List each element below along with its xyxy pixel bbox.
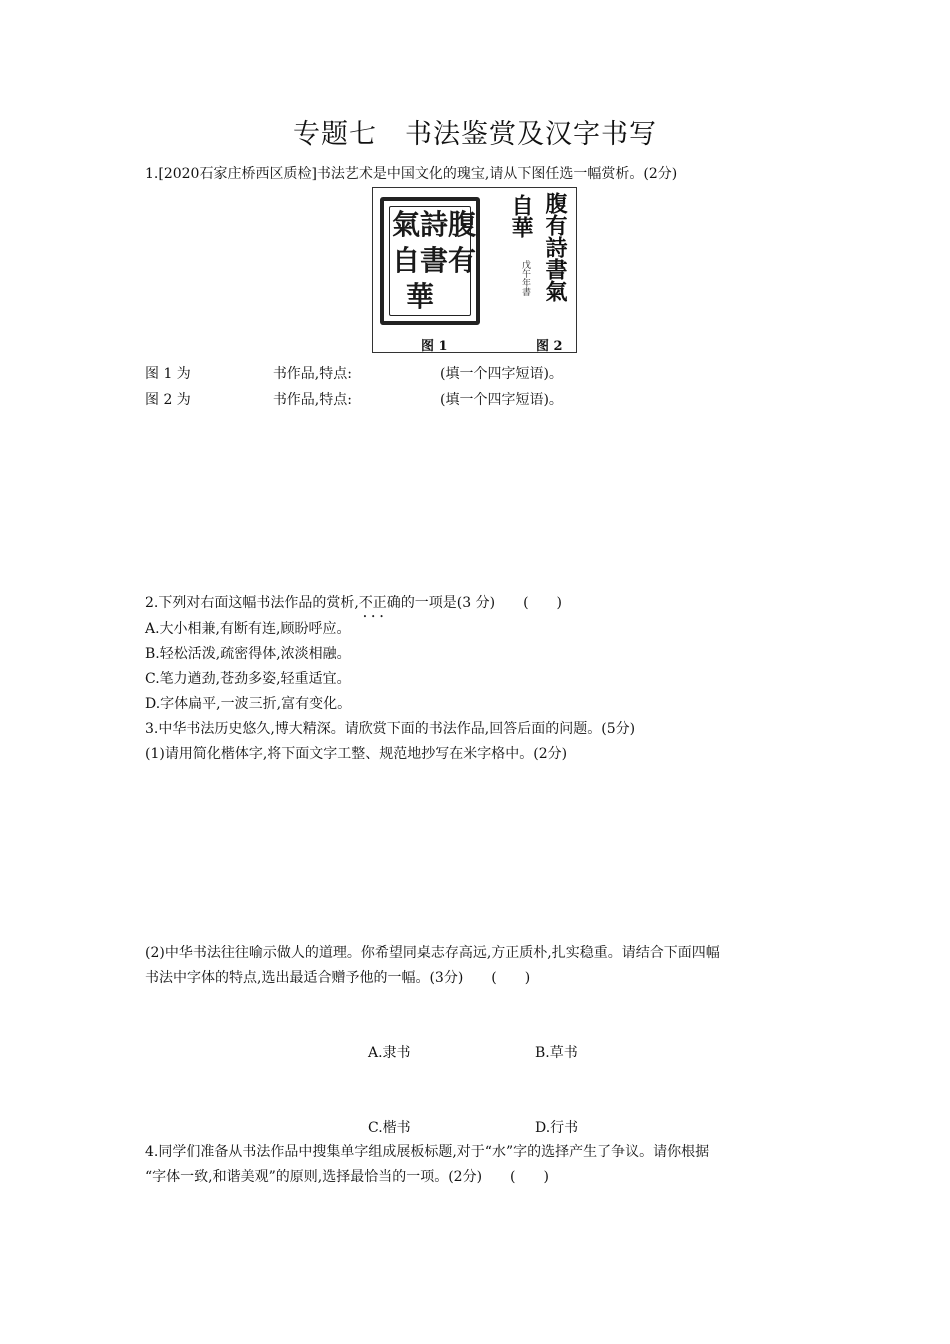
- q4-line1: 4.同学们准备从书法作品中搜集单字组成展板标题,对于“水”字的选择产生了争议。请你根据: [145, 1144, 710, 1160]
- seal-char: 有: [448, 244, 477, 277]
- q2-stem: 2.下列对右面这幅书法作品的赏析,不正确 • • •的一项是(3 分) ( ): [145, 593, 562, 613]
- figure1-caption: 图 1: [421, 339, 448, 354]
- q3-sub2-line2: 书法中字体的特点,选出最适合赠予他的一幅。(3分) ( ): [145, 970, 531, 986]
- figure2-calligraphy-col2: 自華: [508, 194, 534, 238]
- figure2-calligraphy-col1: 腹有詩書氣: [542, 192, 568, 302]
- seal-char: 氣: [392, 208, 421, 241]
- q2-option-a: A.大小相兼,有断有连,顾盼呼应。: [145, 621, 351, 637]
- q1-stem: 1.[2020石家庄桥西区质检]书法艺术是中国文化的瑰宝,请从下图任选一幅赏析。(2分): [145, 166, 678, 182]
- q3-option-a: A.隶书: [368, 1045, 411, 1061]
- q3-option-c: C.楷书: [368, 1120, 411, 1136]
- q2-option-c: C.笔力遒劲,苍劲多姿,轻重适宜。: [145, 671, 351, 687]
- seal-char: 華: [406, 280, 435, 313]
- q1-answer-line-2: 图 2 为 书作品,特点: (填一个四字短语)。: [145, 392, 563, 408]
- q1-answer-line-1: 图 1 为 书作品,特点: (填一个四字短语)。: [145, 366, 563, 382]
- q3-option-d: D.行书: [535, 1120, 579, 1136]
- q2-emphasis: 不正确 • • •: [359, 595, 401, 611]
- q1-figure: [372, 187, 577, 353]
- q2-option-b: B.轻松活泼,疏密得体,浓淡相融。: [145, 646, 351, 662]
- seal-char: 書: [420, 244, 449, 277]
- q3-sub2-line1: (2)中华书法往往喻示做人的道理。你希望同桌志存高远,方正质朴,扎实稳重。请结合下面四幅: [145, 945, 720, 961]
- figure2-inscription: 戊午年書: [520, 260, 530, 296]
- q3-sub1: (1)请用简化楷体字,将下面文字工整、规范地抄写在米字格中。(2分): [145, 746, 568, 762]
- seal-char: 詩: [420, 208, 449, 241]
- q3-stem: 3.中华书法历史悠久,博大精深。请欣赏下面的书法作品,回答后面的问题。(5分): [145, 721, 636, 737]
- q3-option-b: B.草书: [535, 1045, 578, 1061]
- figure1-seal-image: [380, 197, 480, 325]
- seal-char: 腹: [448, 208, 477, 241]
- page-title: 专题七 书法鉴赏及汉字书写: [293, 119, 657, 150]
- figure2-caption: 图 2: [536, 339, 563, 354]
- q2-option-d: D.字体扁平,一波三折,富有变化。: [145, 696, 352, 712]
- seal-char: 自: [392, 244, 421, 277]
- q4-line2: “字体一致,和谐美观”的原则,选择最恰当的一项。(2分) ( ): [145, 1169, 549, 1185]
